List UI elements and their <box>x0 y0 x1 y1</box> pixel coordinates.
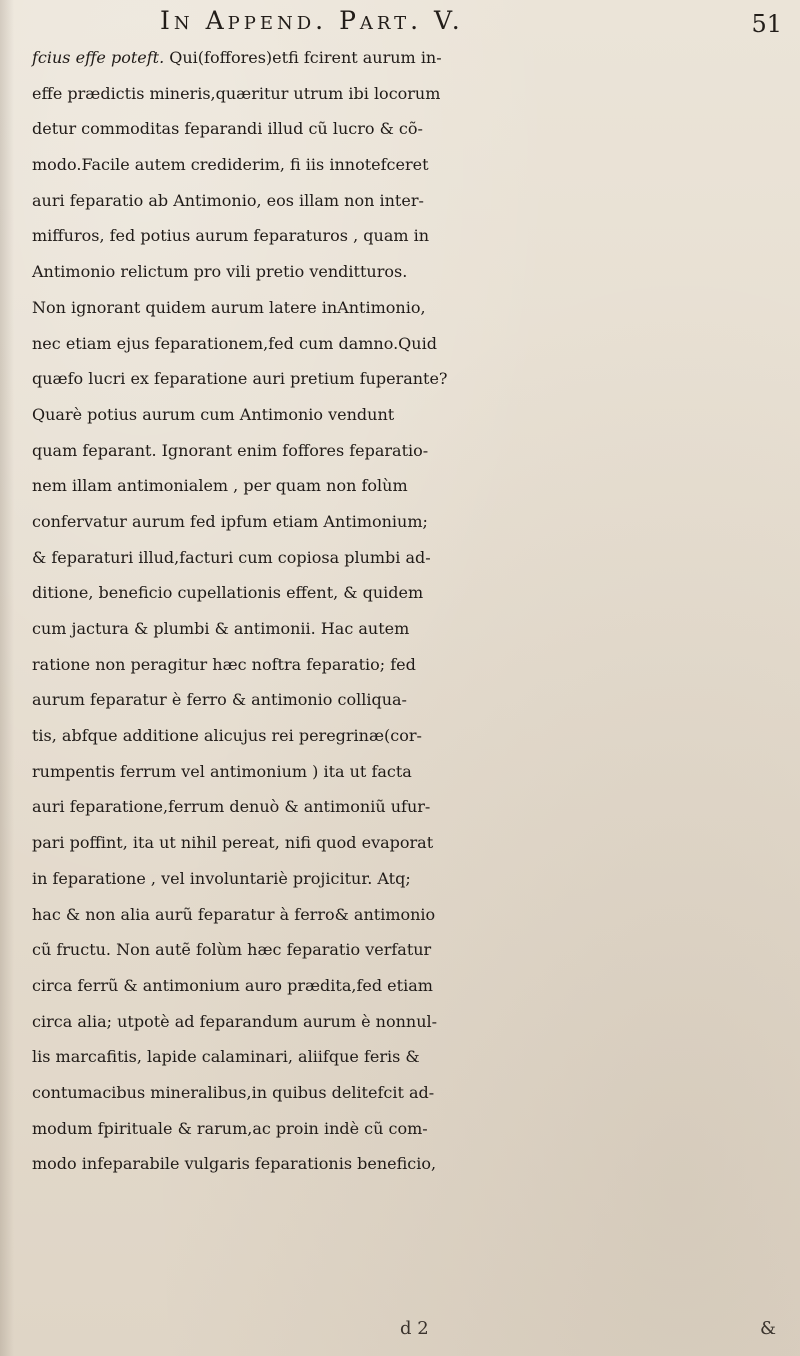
text-line: detur commoditas feparandi illud cũ lucro & cõ- <box>32 119 423 139</box>
text-line: auri feparatione,ferrum denuò & antimoniũ ufur- <box>32 797 431 817</box>
text-line: quæfo lucri ex feparatione auri pretium fuperante? <box>32 369 448 389</box>
text-line: rumpentis ferrum vel antimonium ) ita ut facta <box>32 761 412 781</box>
text-line: auri feparatio ab Antimonio, eos illam non inter- <box>32 190 424 210</box>
text-line: effe prædictis mineris,quæritur utrum ibi locorum <box>32 83 441 103</box>
text-line <box>32 40 792 76</box>
page-number: 51 <box>751 10 782 38</box>
line-text: Qui(foffores)etfi fcirent aurum in- <box>164 48 442 67</box>
text-line: modum fpirituale & rarum,ac proin indè cũ com- <box>32 1118 428 1138</box>
text-line: lis marcafitis, lapide calaminari, aliifque feris & <box>32 1047 420 1067</box>
text-line: Non ignorant quidem aurum latere inAntimonio, <box>32 297 426 317</box>
text-line: & feparaturi illud,facturi cum copiosa plumbi ad- <box>32 547 431 567</box>
text-line: hac & non alia aurũ feparatur à ferro& antimonio <box>32 904 436 924</box>
catchword: & <box>759 1318 776 1339</box>
text-line: quam feparant. Ignorant enim foffores feparatio- <box>32 440 429 460</box>
text-line: tis, abfque additione alicujus rei peregrinæ(cor- <box>32 726 422 746</box>
text-line: circa alia; utpotè ad feparandum aurum è nonnul- <box>32 1011 438 1031</box>
text-line: cũ fructu. Non autẽ folùm hæc feparatio verfatur <box>32 940 432 960</box>
text-line: nem illam antimonialem , per quam non folùm <box>32 476 408 496</box>
body-text <box>32 40 792 1182</box>
text-line: nec etiam ejus feparationem,fed cum damno.Quid <box>32 333 437 353</box>
text-line: Antimonio relictum pro vili pretio venditturos. <box>32 262 408 282</box>
italic-phrase: fcius effe poteft. <box>32 48 165 67</box>
text-line: circa ferrũ & antimonium auro prædita,fed etiam <box>32 975 433 995</box>
signature-mark: d 2 <box>400 1318 429 1339</box>
text-line: confervatur aurum fed ipfum etiam Antimonium; <box>32 511 428 531</box>
text-line: in feparatione , vel involuntariè projicitur. Atq; <box>32 868 411 888</box>
text-line: modo.Facile autem crediderim, fi iis innotefceret <box>32 155 429 175</box>
gutter-shadow <box>0 0 14 1356</box>
text-line: cum jactura & plumbi & antimonii. Hac autem <box>32 619 410 638</box>
text-line: contumacibus mineralibus,in quibus delitefcit ad- <box>32 1082 435 1102</box>
text-line: Quarè potius aurum cum Antimonio vendunt <box>32 404 395 424</box>
text-line: miffuros, fed potius aurum feparaturos , quam in <box>32 226 430 246</box>
text-line: ditione, beneficio cupellationis effent, & quidem <box>32 583 424 603</box>
running-head: In Append. Part. V. <box>160 6 464 35</box>
text-line: ratione non peragitur hæc noftra feparatio; fed <box>32 654 416 674</box>
text-line: modo infeparabile vulgaris feparationis beneficio, <box>32 1154 437 1174</box>
text-line: aurum feparatur è ferro & antimonio colliqua- <box>32 690 407 710</box>
text-line: pari poffint, ita ut nihil pereat, nifi quod evaporat <box>32 833 434 853</box>
